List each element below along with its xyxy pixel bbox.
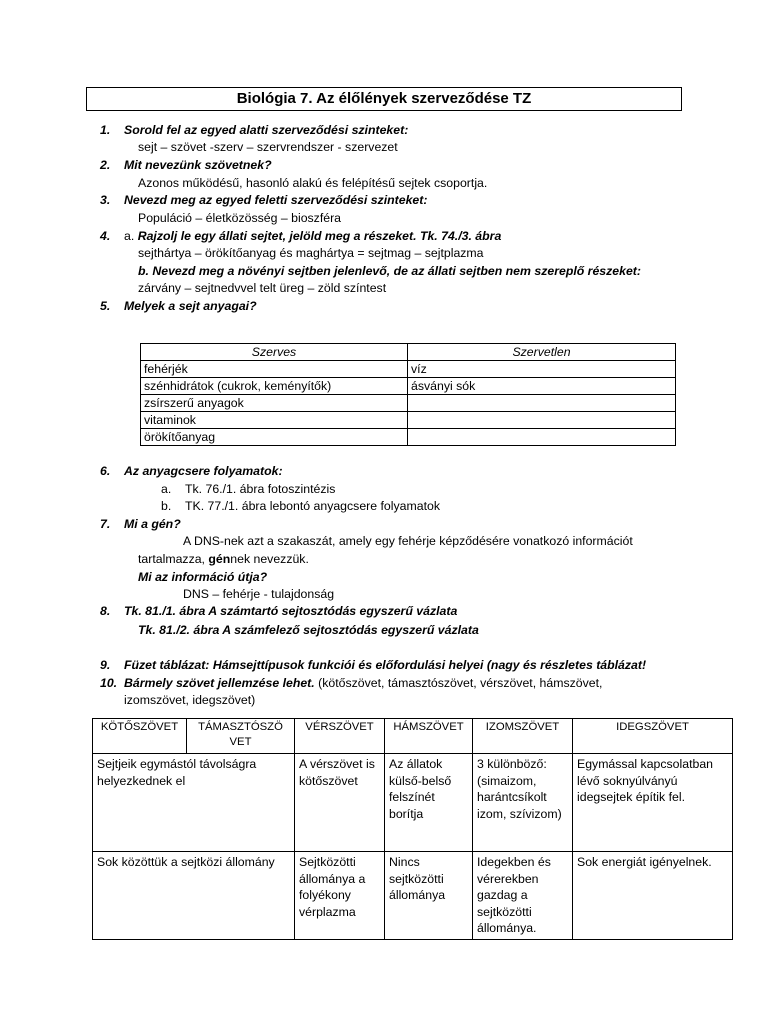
table-cell: Idegekben és vérerekben gazdag a sejtközötti állománya. [473,852,573,940]
question-8b: Tk. 81./2. ábra A számfelező sejtosztódás egyszerű vázlata [138,623,479,637]
answer-4a: sejthártya – örökítőanyag és maghártya = sejtmag – sejtplazma [138,246,484,260]
question-number: 5. [100,299,111,313]
table-cell [408,412,676,429]
answer-text: nek nevezzük. [230,552,309,566]
question-1 [100,122,408,139]
question-number: 7. [100,517,111,531]
table-header: TÁMASZTÓSZÖ VET [187,719,295,754]
page-title: Biológia 7. Az élőlények szerveződése TZ [86,87,682,111]
question-text: Tk. 81./1. ábra A számtartó sejtosztódás egyszerű vázlata [124,604,458,618]
table-header: Szervetlen [408,344,676,361]
table-cell: Sok energiát igényelnek. [573,852,733,940]
question-6 [100,463,283,480]
table-cell: A vérszövet is kötőszövet [295,754,385,852]
table-cell: örökítőanyag [141,429,408,446]
list-text: Tk. 76./1. ábra fotoszintézis [185,482,336,496]
table-row [141,395,676,412]
question-10-line2: izomszövet, idegszövet) [124,693,256,707]
question-number: 6. [100,464,111,478]
question-number: 4. [100,229,111,243]
question-text: Nevezd meg az egyed feletti szerveződési szinteket: [124,193,428,207]
question-10 [100,675,602,692]
question-number: 3. [100,193,111,207]
answer-7b: DNS – fehérje - tulajdonság [183,587,335,601]
question-8 [100,603,457,620]
table-row [141,378,676,395]
answer-bold: gén [208,552,231,566]
table-cell: ásványi sók [408,378,676,395]
table-cell: Sok közöttük a sejtközi állomány [93,852,295,940]
question-text: Melyek a sejt anyagai? [124,299,257,313]
table-cell: 3 különböző: (simaizom, harántcsíkolt izom, szívizom) [473,754,573,852]
table-header: IDEGSZÖVET [573,719,733,754]
table-cell: víz [408,361,676,378]
table-cell: Az állatok külső-belső felszínét borítja [385,754,473,852]
question-number: 10. [100,676,118,690]
question-number: 1. [100,123,111,137]
question-text: Bármely szövet jellemzése lehet. [124,676,315,690]
question-text: Az anyagcsere folyamatok: [124,464,283,478]
question-5 [100,298,257,315]
question-9 [100,657,646,674]
table-row [93,852,733,940]
table-row [141,361,676,378]
answer-text: tartalmazza, [138,552,209,566]
table-cell: szénhidrátok (cukrok, keményítők) [141,378,408,395]
tissue-table [92,718,733,940]
question-text: Mit nevezünk szövetnek? [124,158,272,172]
question-text: Sorold fel az egyed alatti szerveződési szinteket: [124,123,409,137]
table-cell: fehérjék [141,361,408,378]
table-cell [408,395,676,412]
table-row [141,412,676,429]
question-7b: Mi az információ útja? [138,570,268,584]
question-number: 8. [100,604,111,618]
question-number: 2. [100,158,111,172]
answer-1: sejt – szövet -szerv – szervrendszer - szervezet [138,140,398,154]
list-text: TK. 77./1. ábra lebontó anyagcsere folyamatok [185,499,440,513]
table-cell: Sejtközötti állománya a folyékony vérplazma [295,852,385,940]
answer-4b: zárvány – sejtnedvvel telt üreg – zöld színtest [138,281,387,295]
table-header: IZOMSZÖVET [473,719,573,754]
table-cell: zsírszerű anyagok [141,395,408,412]
table-header: HÁMSZÖVET [385,719,473,754]
answer-2: Azonos működésű, hasonló alakú és felépítésű sejtek csoportja. [138,176,488,190]
question-3 [100,192,427,209]
question-number: 9. [100,658,111,672]
question-7 [100,516,181,533]
table-row [93,754,733,852]
table-header: VÉRSZÖVET [295,719,385,754]
question-prefix: a. [124,229,138,243]
question-4 [100,228,501,245]
answer-7-line1: A DNS-nek azt a szakaszát, amely egy fehérje képződésére vonatkozó információt [183,534,633,548]
question-text: Mi a gén? [124,517,181,531]
question-rest: (kötőszövet, támasztószövet, vérszövet, hámszövet, [314,676,603,690]
table-cell: Nincs sejtközötti állománya [385,852,473,940]
answer-7-line2 [138,551,309,568]
answer-6b [161,498,440,515]
question-text: Rajzolj le egy állati sejtet, jelöld meg a részeket. Tk. 74./3. ábra [137,229,502,243]
substances-table [140,343,676,446]
question-2 [100,157,272,174]
table-row [141,429,676,446]
list-label: a. [161,482,172,496]
table-cell: vitaminok [141,412,408,429]
answer-6a [161,481,335,498]
table-header: Szerves [141,344,408,361]
question-4b: b. Nevezd meg a növényi sejtben jelenlevő, de az állati sejtben nem szereplő részeket: [138,264,641,278]
list-label: b. [161,499,172,513]
table-cell: Sejtjeik egymástól távolságra helyezkednek el [93,754,295,852]
answer-3: Populáció – életközösség – bioszféra [138,211,342,225]
question-text: Füzet táblázat: Hámsejttípusok funkciói és előfordulási helyei (nagy és részletes táblázat! [124,658,647,672]
table-cell: Egymással kapcsolatban lévő soknyúlványú idegsejtek építik fel. [573,754,733,852]
table-header: KÖTŐSZÖVET [93,719,187,754]
table-cell [408,429,676,446]
